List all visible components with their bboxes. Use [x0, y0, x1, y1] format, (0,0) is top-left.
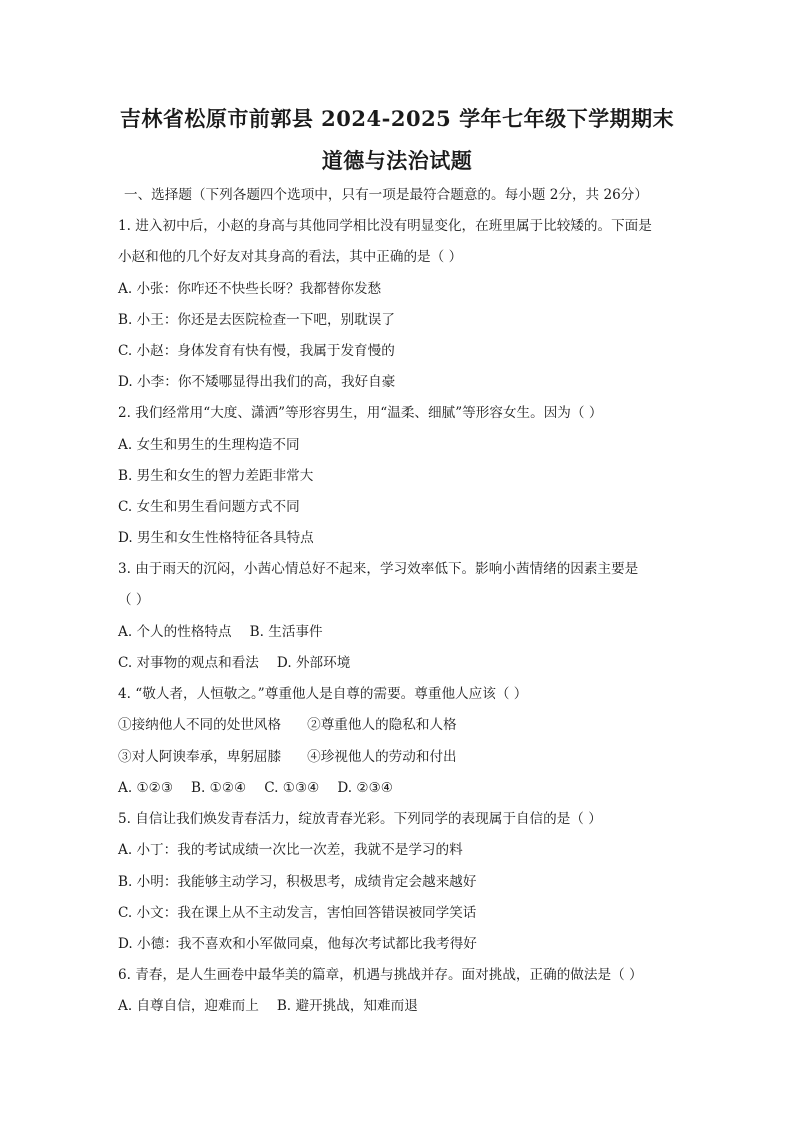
- question-5-stem: 5. 自信让我们焕发青春活力，绽放青春光彩。下列同学的表现属于自信的是（ ）: [118, 811, 602, 827]
- question-4-option-c: C. ①③④: [264, 780, 320, 796]
- question-3-stem-line1: 3. 由于雨天的沉闷，小茜心情总好不起来，学习效率低下。影响小茜情绪的因素主要是: [118, 561, 639, 577]
- question-2-option-a: A. 女生和男生的生理构造不同: [118, 437, 300, 453]
- question-2-stem: 2. 我们经常用“大度、潇洒”等形容男生，用“温柔、细腻”等形容女生。因为（ ）: [118, 405, 603, 421]
- question-1-option-b: B. 小王：你还是去医院检查一下吧，别耽误了: [118, 312, 395, 328]
- question-5-option-b: B. 小明：我能够主动学习，积极思考，成绩肯定会越来越好: [118, 874, 477, 890]
- question-1-option-a: A. 小张：你咋还不快些长呀？我都替你发愁: [118, 281, 382, 297]
- exam-title-line2: 道德与法治试题: [321, 148, 473, 173]
- question-4-statements-row2: [118, 748, 457, 766]
- question-1-stem-line1: 1. 进入初中后，小赵的身高与其他同学相比没有明显变化，在班里属于比较矮的。下面是: [118, 218, 652, 234]
- question-3-option-b: B. 生活事件: [249, 624, 323, 640]
- question-6-option-row: [118, 997, 418, 1015]
- question-6-stem: 6. 青春，是人生画卷中最华美的篇章，机遇与挑战并存。面对挑战，正确的做法是（ ）: [118, 967, 643, 983]
- question-4-statements-row1: [118, 716, 457, 734]
- question-2-option-b: B. 男生和女生的智力差距非常大: [118, 468, 314, 484]
- question-5-option-d: D. 小德：我不喜欢和小军做同桌，他每次考试都比我考得好: [118, 936, 477, 952]
- question-2-option-d: D. 男生和女生性格特征各具特点: [118, 530, 314, 546]
- question-4-option-b: B. ①②④: [191, 780, 247, 796]
- question-2-option-c: C. 女生和男生看问题方式不同: [118, 499, 300, 515]
- question-4-option-d: D. ②③④: [337, 780, 393, 796]
- question-4-option-row: [118, 779, 393, 797]
- question-1-option-c: C. 小赵：身体发育有快有慢，我属于发育慢的: [118, 343, 395, 359]
- question-5-option-a: A. 小丁：我的考试成绩一次比一次差，我就不是学习的料: [118, 842, 463, 858]
- question-1-option-d: D. 小李：你不矮哪显得出我们的高，我好自豪: [118, 374, 396, 390]
- question-1-stem-line2: 小赵和他的几个好友对其身高的看法，其中正确的是（ ）: [118, 249, 463, 265]
- exam-title-line1: 吉林省松原市前郭县 2024-2025 学年七年级下学期期末: [119, 106, 675, 131]
- question-4-option-a: A. ①②③: [118, 780, 174, 796]
- question-4-statement-3: ③对人阿谀奉承，卑躬屈膝: [118, 749, 282, 765]
- question-3-option-d: D. 外部环境: [276, 655, 351, 671]
- question-4-statement-1: ①接纳他人不同的处世风格: [118, 717, 282, 733]
- question-6-option-a: A. 自尊自信，迎难而上: [118, 998, 259, 1014]
- question-3-option-row2: [118, 654, 350, 672]
- section-heading: 一、选择题（下列各题四个选项中，只有一项是最符合题意的。每小题 2分，共 26分）: [124, 187, 648, 203]
- question-3-option-a: A. 个人的性格特点: [118, 624, 232, 640]
- question-3-option-row1: [118, 623, 323, 641]
- question-4-stem: 4. “敬人者，人恒敬之。”尊重他人是自尊的需要。尊重他人应该（ ）: [118, 686, 528, 702]
- question-3-option-c: C. 对事物的观点和看法: [118, 655, 259, 671]
- question-4-statement-4: ④珍视他人的劳动和付出: [307, 749, 457, 765]
- question-6-option-b: B. 避开挑战，知难而退: [276, 998, 418, 1014]
- question-3-stem-line2: （ ）: [118, 592, 150, 608]
- question-4-statement-2: ②尊重他人的隐私和人格: [307, 717, 457, 733]
- question-5-option-c: C. 小文：我在课上从不主动发言，害怕回答错误被同学笑话: [118, 905, 477, 921]
